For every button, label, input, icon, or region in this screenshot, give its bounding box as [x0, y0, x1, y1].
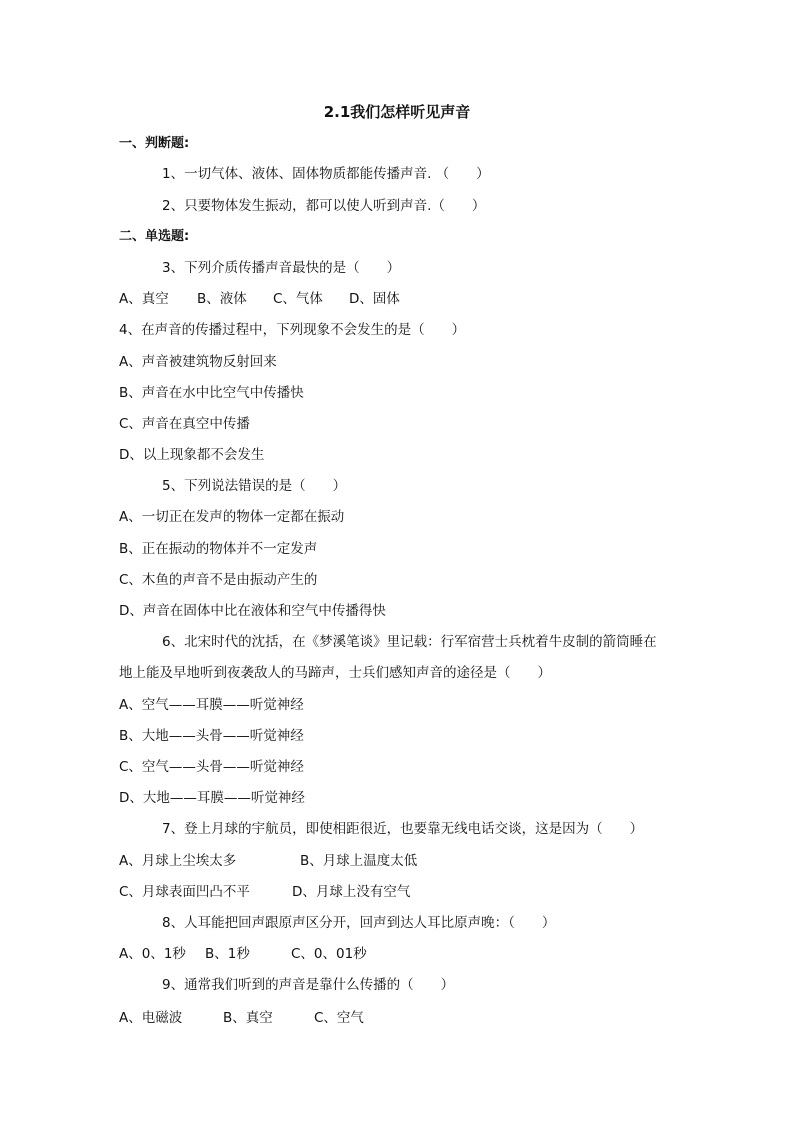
- option: C、0、01秒: [291, 946, 367, 962]
- option: B、真空: [223, 1010, 273, 1026]
- option: C、月球表面凹凸不平: [119, 884, 250, 900]
- question-6-stem-line2: 地上能及早地听到夜袭敌人的马蹄声，士兵们感知声音的途径是（ ）: [119, 665, 551, 681]
- question-5-option-a: A、一切正在发声的物体一定都在振动: [119, 509, 345, 525]
- option: B、液体: [197, 291, 247, 307]
- question-8-options: [119, 944, 367, 964]
- question-7-stem: 7、登上月球的宇航员，即使相距很近，也要靠无线电话交谈，这是因为（ ）: [162, 821, 644, 837]
- question-2: 2、只要物体发生振动，都可以使人听到声音.（ ）: [162, 198, 486, 214]
- question-7-options-row2: [119, 882, 410, 902]
- option: B、1秒: [205, 946, 250, 962]
- question-4-option-c: C、声音在真空中传播: [119, 416, 250, 432]
- option: C、气体: [273, 291, 323, 307]
- question-6-option-c: C、空气——头骨——听觉神经: [119, 759, 304, 775]
- question-9-options: [119, 1008, 364, 1028]
- option: A、真空: [119, 291, 169, 307]
- option: A、月球上尘埃太多: [119, 853, 237, 869]
- question-4-stem: 4、在声音的传播过程中，下列现象不会发生的是（ ）: [119, 322, 466, 338]
- question-5-option-d: D、声音在固体中比在液体和空气中传播得快: [119, 603, 386, 619]
- question-6-option-a: A、空气——耳膜——听觉神经: [119, 697, 304, 713]
- option: B、月球上温度太低: [300, 853, 418, 869]
- question-8-stem: 8、人耳能把回声跟原声区分开，回声到达人耳比原声晚：（ ）: [162, 915, 556, 931]
- question-4-option-a: A、声音被建筑物反射回来: [119, 354, 277, 370]
- question-5-option-c: C、木鱼的声音不是由振动产生的: [119, 572, 318, 588]
- option: A、电磁波: [119, 1010, 183, 1026]
- question-5-option-b: B、正在振动的物体并不一定发声: [119, 541, 318, 557]
- option: D、固体: [349, 291, 400, 307]
- question-4-option-b: B、声音在水中比空气中传播快: [119, 385, 304, 401]
- question-4-option-d: D、以上现象都不会发生: [119, 447, 265, 463]
- question-3-stem: 3、下列介质传播声音最快的是（ ）: [162, 260, 401, 276]
- page-title: 2.1我们怎样听见声音: [323, 103, 471, 121]
- question-6-stem-line1: 6、北宋时代的沈括，在《梦溪笔谈》里记载：行军宿营士兵枕着牛皮制的箭筒睡在: [162, 634, 657, 650]
- option: C、空气: [314, 1010, 364, 1026]
- question-3-options: [119, 289, 400, 309]
- option: A、0、1秒: [119, 946, 186, 962]
- option: D、月球上没有空气: [292, 884, 411, 900]
- question-6-option-d: D、大地——耳膜——听觉神经: [119, 790, 305, 806]
- question-5-stem: 5、下列说法错误的是（ ）: [162, 478, 347, 494]
- question-6-option-b: B、大地——头骨——听觉神经: [119, 728, 304, 744]
- question-9-stem: 9、通常我们听到的声音是靠什么传播的（ ）: [162, 977, 455, 993]
- section-heading-single: 二、单选题:: [119, 229, 190, 244]
- question-7-options-row1: [119, 851, 417, 871]
- section-heading-judge: 一、判断题:: [119, 136, 190, 151]
- question-1: 1、一切气体、液体、固体物质都能传播声音. （ ）: [162, 166, 490, 182]
